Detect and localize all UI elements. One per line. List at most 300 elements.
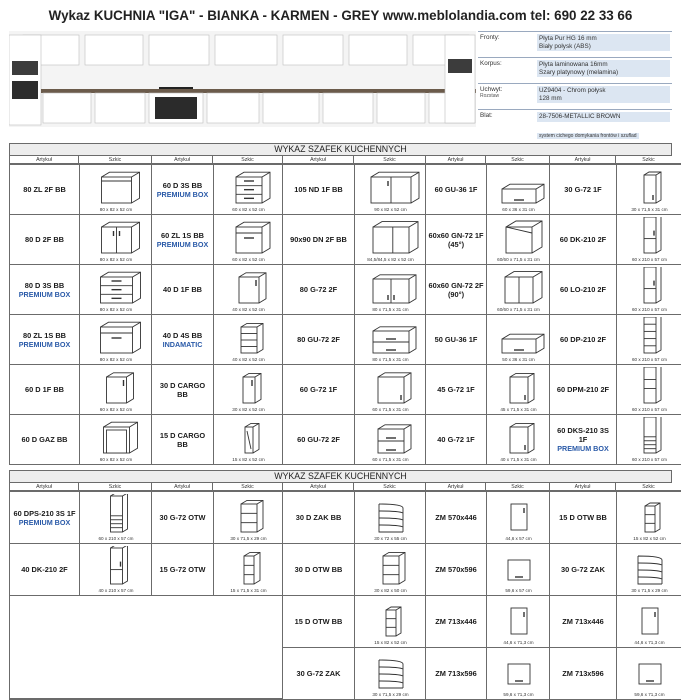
column-header: Artykuł xyxy=(550,156,616,164)
wall-narrow-icon xyxy=(617,167,681,205)
dimensions-label: 44,6 x 71,3 cm xyxy=(634,640,665,645)
article-name: 40 D 1F BB xyxy=(162,285,203,294)
cabinet-cell xyxy=(425,364,550,415)
article-name-cell xyxy=(426,648,486,699)
sketch-cell xyxy=(213,315,283,364)
shelf-curve-icon xyxy=(355,494,427,534)
front-panel-w-icon xyxy=(487,650,551,690)
article-name-cell xyxy=(283,492,354,543)
cabinet-cell xyxy=(9,364,152,415)
article-name: 30 G-72 ZAK xyxy=(561,565,605,574)
wall-low-icon xyxy=(487,167,551,205)
spec-label: Blat: xyxy=(480,112,493,119)
sink-base-icon xyxy=(80,167,153,205)
sketch-cell xyxy=(79,215,152,264)
sketch-cell xyxy=(79,165,152,214)
sketch-cell xyxy=(354,648,426,699)
article-name: 80 ZL 2F BB xyxy=(23,185,66,194)
article-name: 60 DP-210 2F xyxy=(559,335,606,344)
article-name-cell xyxy=(283,315,354,364)
dimensions-label: 30 x 71,5 x 29 cm xyxy=(230,536,267,541)
sketch-cell xyxy=(486,265,550,314)
page-title: Wykaz KUCHNIA "IGA" - BIANKA - KARMEN - GREY www.meblolandia.com tel: 690 22 33 66 xyxy=(48,8,633,23)
column-header: Artykuł xyxy=(426,483,486,491)
product-line-badge: INDAMATIC xyxy=(162,339,203,349)
column-header: Szkic xyxy=(213,156,283,164)
cabinet-cell xyxy=(549,595,681,648)
sketch-cell xyxy=(616,265,681,314)
cabinet-cell xyxy=(151,164,283,215)
dimensions-label: 60 x 82 x 52 cm xyxy=(99,457,133,462)
drawers-4-icon xyxy=(214,317,284,355)
article-name-cell xyxy=(550,165,616,214)
dimensions-label: 60 x 36 x 31 cm xyxy=(502,207,535,212)
shelf-open-icon xyxy=(214,494,284,534)
article-name-cell xyxy=(283,415,354,464)
article-name-cell xyxy=(550,215,616,264)
article-name: 105 ND 1F BB xyxy=(294,185,343,194)
sink-drawer-icon xyxy=(214,217,284,255)
cabinet-cell xyxy=(9,314,152,365)
cabinet-cell xyxy=(151,314,283,365)
article-name: 60 GU-72 2F xyxy=(297,435,340,444)
cabinet-cell xyxy=(282,314,426,365)
column-header: Artykuł xyxy=(283,483,354,491)
dimensions-label: 80 x 82 x 52 cm xyxy=(99,257,133,262)
sketch-cell xyxy=(354,215,426,264)
cabinet-cell xyxy=(282,543,426,596)
dimensions-label: 30 x 82 x 52 cm xyxy=(232,407,265,412)
shelf-open-icon xyxy=(355,546,427,586)
article-name-cell xyxy=(550,596,616,647)
base-1door-icon xyxy=(214,267,284,305)
sink-drawer-w-icon xyxy=(80,317,153,355)
product-line-badge: PREMIUM BOX xyxy=(156,239,209,249)
cabinet-cell xyxy=(151,364,283,415)
column-header: Artykuł xyxy=(152,156,213,164)
column-header: Szkic xyxy=(79,483,152,491)
sketch-cell xyxy=(213,215,283,264)
shelf-narrow-icon xyxy=(617,494,681,534)
article-name: 60 ZL 1S BB xyxy=(161,230,204,240)
dimensions-label: 45 x 71,5 x 31 cm xyxy=(500,407,537,412)
cabinet-cell xyxy=(425,595,550,648)
article-name-cell xyxy=(283,648,354,699)
cabinet-cell xyxy=(9,543,152,596)
sketch-cell xyxy=(79,492,152,543)
cargo-icon xyxy=(214,367,284,405)
column-header: Szkic xyxy=(616,483,681,491)
dimensions-label: 60 x 82 x 52 cm xyxy=(232,257,265,262)
column-header: Szkic xyxy=(486,483,550,491)
article-name-cell xyxy=(10,492,79,543)
front-panel-icon xyxy=(487,598,551,638)
product-line-badge: PREMIUM BOX xyxy=(156,189,209,199)
article-name-cell xyxy=(426,415,486,464)
sketch-cell xyxy=(213,165,283,214)
cabinet-cell xyxy=(151,491,283,544)
sketch-cell xyxy=(486,315,550,364)
dimensions-label: 60 x 71,5 x 31 cm xyxy=(372,407,409,412)
spec-value: Płyta Pur HG 16 mm Biały połysk (ABS) xyxy=(537,34,670,51)
dimensions-label: 40 x 71,5 x 31 cm xyxy=(500,457,537,462)
front-panel-w-icon xyxy=(617,650,681,690)
article-name: 30 G-72 ZAK xyxy=(296,669,341,678)
column-header: Szkic xyxy=(354,156,426,164)
column-headers xyxy=(9,156,672,164)
article-name: 15 D CARGO BB xyxy=(159,430,206,449)
sketch-cell xyxy=(354,415,426,464)
wall-mid-icon xyxy=(487,367,551,405)
dimensions-label: 80 x 82 x 52 cm xyxy=(99,307,133,312)
dimensions-label: 60/60 x 71,5 x 31 cm xyxy=(497,307,540,312)
drawers-3w-icon xyxy=(80,267,153,305)
cabinet-cell xyxy=(549,264,681,315)
column-header: Szkic xyxy=(616,156,681,164)
tall-drawers-icon xyxy=(80,494,153,534)
article-name-cell xyxy=(10,415,79,464)
cabinet-cell xyxy=(425,647,550,700)
article-name-cell xyxy=(426,544,486,595)
article-name-cell xyxy=(426,215,486,264)
article-name: ZM 713x596 xyxy=(562,669,604,678)
front-panel-icon xyxy=(617,598,681,638)
article-name: 60 D GAZ BB xyxy=(21,435,68,444)
article-name: 40 G-72 1F xyxy=(437,435,475,444)
gas-open-icon xyxy=(80,417,153,455)
article-name: ZM 713x446 xyxy=(435,617,477,626)
column-headers xyxy=(9,483,672,491)
shelf-curve-icon xyxy=(355,650,427,690)
cabinet-cell xyxy=(549,647,681,700)
article-name: 15 D OTW BB xyxy=(559,513,607,522)
spec-row-body xyxy=(478,57,672,76)
dimensions-label: 30 x 82 x 50 cm xyxy=(374,588,407,593)
article-name: 40 DK-210 2F xyxy=(21,565,68,574)
wall-corner45-icon xyxy=(487,217,551,255)
article-name-cell xyxy=(550,415,616,464)
sketch-cell xyxy=(354,265,426,314)
sketch-cell xyxy=(616,492,681,543)
dimensions-label: 30 x 71,5 x 29 cm xyxy=(372,692,409,697)
sketch-cell xyxy=(213,265,283,314)
dimensions-label: 40 x 210 x 57 cm xyxy=(98,588,134,593)
wall-square-icon xyxy=(355,367,427,405)
empty-block xyxy=(9,595,283,699)
article-name: 30 G-72 OTW xyxy=(159,513,206,522)
article-name: 60 DKS-210 3S 1F xyxy=(557,426,609,444)
product-line-badge: PREMIUM BOX xyxy=(18,289,71,299)
article-name: 60x60 GN-72 2F (90°) xyxy=(428,280,484,299)
sketch-cell xyxy=(486,648,550,699)
wall-2flap-icon xyxy=(355,317,427,355)
dimensions-label: 50 x 36 x 31 cm xyxy=(502,357,535,362)
spec-label: Uchwyt: xyxy=(480,86,503,93)
cabinet-cell xyxy=(549,414,681,465)
dimensions-label: 59,6 x 71,3 cm xyxy=(503,692,534,697)
sketch-cell xyxy=(486,215,550,264)
article-name: 60 D 1F BB xyxy=(24,385,65,394)
cabinet-cell xyxy=(549,164,681,215)
sketch-cell xyxy=(486,365,550,414)
product-line-badge: PREMIUM BOX xyxy=(18,517,71,527)
sketch-cell xyxy=(213,415,283,464)
sketch-cell xyxy=(79,544,152,595)
sketch-cell xyxy=(486,415,550,464)
cabinet-cell xyxy=(549,314,681,365)
article-name-cell xyxy=(152,365,213,414)
sketch-cell xyxy=(616,596,681,647)
dimensions-label: 30 x 71,5 x 29 cm xyxy=(631,588,668,593)
article-name: 90x90 DN 2F BB xyxy=(290,235,347,244)
column-header: Artykuł xyxy=(10,156,79,164)
cabinet-cell xyxy=(151,214,283,265)
dimensions-label: 60 x 82 x 52 cm xyxy=(99,407,133,412)
cabinet-cell xyxy=(282,364,426,415)
dimensions-label: 15 x 82 x 52 cm xyxy=(633,536,666,541)
article-name-cell xyxy=(152,265,213,314)
cabinet-cell xyxy=(425,214,550,265)
article-name-cell xyxy=(152,492,213,543)
sketch-cell xyxy=(354,596,426,647)
cabinet-cell xyxy=(425,314,550,365)
article-name: 60 D 3S BB xyxy=(162,180,203,190)
article-name-cell xyxy=(10,165,79,214)
dimensions-label: 60 x 210 x 57 cm xyxy=(632,307,667,312)
cabinet-cell xyxy=(549,214,681,265)
sketch-cell xyxy=(354,365,426,414)
article-name-cell xyxy=(283,165,354,214)
sketch-cell xyxy=(79,265,152,314)
article-name-cell xyxy=(283,544,354,595)
article-name-cell xyxy=(426,596,486,647)
article-name-cell xyxy=(550,492,616,543)
article-name: 40 D 4S BB xyxy=(162,330,203,340)
article-name: 80 G-72 2F xyxy=(299,285,338,294)
article-name-cell xyxy=(152,415,213,464)
sketch-cell xyxy=(616,648,681,699)
article-name: 30 D OTW BB xyxy=(294,565,343,574)
cabinet-cell xyxy=(549,364,681,415)
cabinet-cell xyxy=(549,491,681,544)
dimensions-label: 44,6 x 57 cm xyxy=(505,536,532,541)
spec-panel xyxy=(478,31,672,143)
cabinet-cell xyxy=(549,543,681,596)
spec-sublabel: Rozstaw xyxy=(480,93,500,99)
article-name-cell xyxy=(152,215,213,264)
cabinet-cell xyxy=(282,164,426,215)
cabinet-cell xyxy=(425,264,550,315)
article-name: 80 ZL 1S BB xyxy=(23,330,66,340)
dimensions-label: 90 x 82 x 52 cm xyxy=(374,207,407,212)
article-name: ZM 713x596 xyxy=(435,669,477,678)
tall-oven-icon xyxy=(617,367,681,405)
article-name: 45 G-72 1F xyxy=(437,385,475,394)
section-title: WYKAZ SZAFEK KUCHENNYCH xyxy=(9,470,672,483)
drawers-3-icon xyxy=(214,167,284,205)
sketch-cell xyxy=(486,165,550,214)
spec-row-handle xyxy=(478,83,672,102)
article-name: 60 GU-36 1F xyxy=(434,185,478,194)
wall-mid-icon xyxy=(487,417,551,455)
cargo-narrow-icon xyxy=(214,417,284,455)
spec-row-worktop xyxy=(478,109,672,120)
sketch-cell xyxy=(486,492,550,543)
dimensions-label: 60 x 210 x 57 cm xyxy=(632,257,667,262)
base-1door-icon xyxy=(80,367,153,405)
sketch-cell xyxy=(616,415,681,464)
column-header: Artykuł xyxy=(283,156,354,164)
cabinet-cell xyxy=(282,264,426,315)
sketch-cell xyxy=(616,165,681,214)
article-name-cell xyxy=(10,215,79,264)
tall-drawers-icon xyxy=(617,417,681,455)
kitchen-render-image xyxy=(9,31,476,127)
article-name-cell xyxy=(550,265,616,314)
article-name-cell xyxy=(426,315,486,364)
wall-wide-icon xyxy=(355,267,427,305)
dimensions-label: 80 x 71,5 x 31 cm xyxy=(372,307,409,312)
column-header: Szkic xyxy=(213,483,283,491)
article-name: 60 DK-210 2F xyxy=(559,235,607,244)
article-name: 30 D CARGO BB xyxy=(159,380,206,399)
article-name-cell xyxy=(550,365,616,414)
cabinet-cell xyxy=(9,264,152,315)
article-name: 15 G-72 OTW xyxy=(159,565,206,574)
shelf-open-narrow-icon xyxy=(214,546,284,586)
column-header: Artykuł xyxy=(426,156,486,164)
cabinet-cell xyxy=(425,543,550,596)
column-header: Szkic xyxy=(354,483,426,491)
article-name: 60 DPM-210 2F xyxy=(556,385,610,394)
article-name-cell xyxy=(10,315,79,364)
cabinet-cell xyxy=(151,264,283,315)
dimensions-label: 60 x 210 x 57 cm xyxy=(632,457,667,462)
dimensions-label: 40 x 82 x 52 cm xyxy=(232,357,265,362)
sketch-cell xyxy=(213,544,283,595)
article-name-cell xyxy=(426,365,486,414)
article-name: 30 D ZAK BB xyxy=(295,513,342,522)
dimensions-label: 59,6 x 57 cm xyxy=(505,588,532,593)
sketch-cell xyxy=(79,415,152,464)
article-name-cell xyxy=(283,596,354,647)
corner-l-icon xyxy=(355,217,427,255)
sketch-cell xyxy=(79,365,152,414)
dimensions-label: 15 x 82 x 52 cm xyxy=(374,640,407,645)
article-name-cell xyxy=(283,265,354,314)
sketch-cell xyxy=(354,492,426,543)
article-name-cell xyxy=(152,315,213,364)
dimensions-label: 80 x 71,5 x 31 cm xyxy=(372,357,409,362)
dimensions-label: 15 x 82 x 52 cm xyxy=(232,457,265,462)
spec-value: Płyta laminowana 16mm Szary platynowy (melamina) xyxy=(537,60,670,77)
article-name-cell xyxy=(550,315,616,364)
shelf-curve-icon xyxy=(617,546,681,586)
product-line-badge: PREMIUM BOX xyxy=(18,339,71,349)
sketch-cell xyxy=(616,215,681,264)
dimensions-label: 60 x 210 x 57 cm xyxy=(632,407,667,412)
dimensions-label: 40 x 82 x 52 cm xyxy=(232,307,265,312)
article-name: 80 D 3S BB xyxy=(24,280,65,290)
sketch-cell xyxy=(616,365,681,414)
dimensions-label: 30 x 71,5 x 31 cm xyxy=(631,207,668,212)
sketch-cell xyxy=(213,365,283,414)
sketch-cell xyxy=(79,315,152,364)
sketch-cell xyxy=(213,492,283,543)
article-name-cell xyxy=(426,165,486,214)
front-panel-w-icon xyxy=(487,546,551,586)
dimensions-label: 80 x 82 x 52 cm xyxy=(99,207,133,212)
base-2door-icon xyxy=(80,217,153,255)
article-name: ZM 570x446 xyxy=(435,513,477,522)
dimensions-label: 80 x 82 x 52 cm xyxy=(99,357,133,362)
soft-close-note: system cichego domykania frontów i szuflad xyxy=(539,133,637,139)
column-header: Artykuł xyxy=(10,483,79,491)
tall-icon xyxy=(617,217,681,255)
article-name: 60 DPS-210 3S 1F xyxy=(13,508,76,518)
sketch-cell xyxy=(616,315,681,364)
spec-label: Fronty: xyxy=(480,34,500,41)
article-name-cell xyxy=(426,265,486,314)
cabinet-cell xyxy=(151,543,283,596)
corner-base-icon xyxy=(355,167,427,205)
cabinet-cell xyxy=(9,164,152,215)
spec-label: Korpus: xyxy=(480,60,502,67)
dimensions-label: 60 x 71,5 x 31 cm xyxy=(372,457,409,462)
shelf-narrow-icon xyxy=(355,598,427,638)
spec-value: UZ9404 - Chrom połysk 128 mm xyxy=(537,86,670,103)
cabinet-cell xyxy=(282,214,426,265)
dimensions-label: 15 x 71,5 x 31 cm xyxy=(230,588,267,593)
article-name-cell xyxy=(426,492,486,543)
sketch-cell xyxy=(616,544,681,595)
article-name-cell xyxy=(550,648,616,699)
cabinet-cell xyxy=(9,214,152,265)
section-title: WYKAZ SZAFEK KUCHENNYCH xyxy=(9,143,672,156)
dimensions-label: 60 x 82 x 52 cm xyxy=(232,207,265,212)
cabinet-cell xyxy=(425,491,550,544)
cabinet-cell xyxy=(282,595,426,648)
front-panel-icon xyxy=(487,494,551,534)
article-name-cell xyxy=(10,365,79,414)
sketch-cell xyxy=(486,544,550,595)
cabinet-cell xyxy=(425,414,550,465)
article-name-cell xyxy=(283,365,354,414)
wall-low-icon xyxy=(487,317,551,355)
article-name-cell xyxy=(10,265,79,314)
dimensions-label: 59,6 x 71,3 cm xyxy=(634,692,665,697)
tall-icon xyxy=(617,267,681,305)
article-name: 30 G-72 1F xyxy=(564,185,602,194)
cabinet-cell xyxy=(282,414,426,465)
tall-open-icon xyxy=(617,317,681,355)
article-name: 80 GU-72 2F xyxy=(297,335,340,344)
wall-2flap-sq-icon xyxy=(355,417,427,455)
wall-corner90-icon xyxy=(487,267,551,305)
sketch-cell xyxy=(354,165,426,214)
article-name-cell xyxy=(152,165,213,214)
product-line-badge: PREMIUM BOX xyxy=(557,444,609,453)
article-name: 15 D OTW BB xyxy=(294,617,343,626)
article-name-cell xyxy=(283,215,354,264)
sketch-cell xyxy=(354,544,426,595)
article-name-cell xyxy=(10,544,79,595)
column-header: Szkic xyxy=(486,156,550,164)
dimensions-label: 84,5/84,5 x 82 x 52 cm xyxy=(367,257,414,262)
dimensions-label: 60/60 x 71,5 x 31 cm xyxy=(497,257,540,262)
column-header: Artykuł xyxy=(550,483,616,491)
article-name-cell xyxy=(152,544,213,595)
